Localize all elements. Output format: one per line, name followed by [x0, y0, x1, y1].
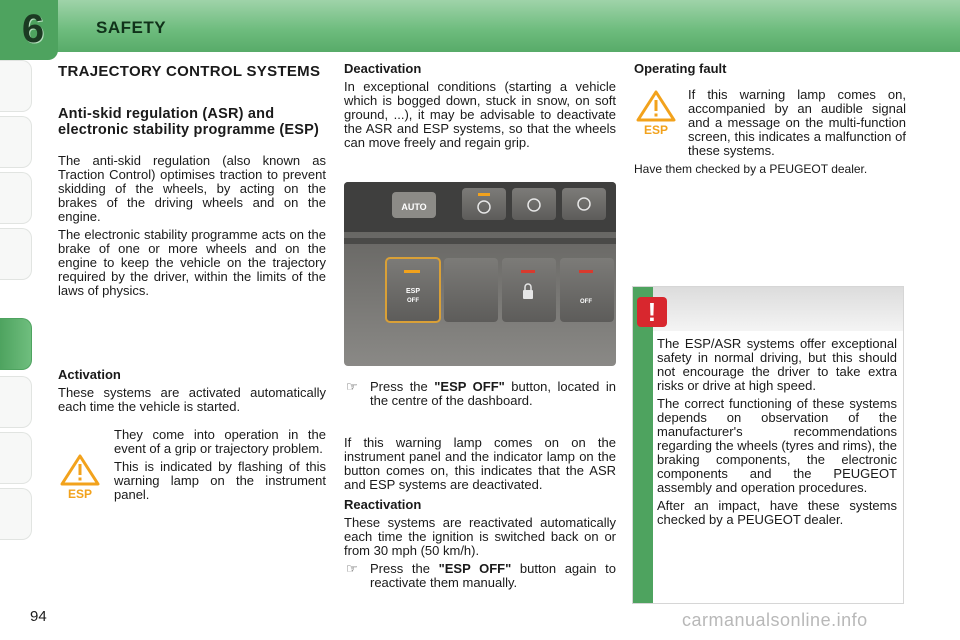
reactivation-heading: Reactivation	[344, 497, 422, 512]
dashboard-photo	[344, 182, 616, 366]
operating-fault-heading: Operating fault	[634, 61, 727, 76]
operating-fault-text: If this warning lamp comes on, accompanied by an audible signal and a message on the multi-function screen, this indicates a malfunction of these systems.	[688, 87, 906, 158]
column-middle	[344, 62, 616, 150]
side-tab-7[interactable]	[0, 376, 32, 428]
svg-text:ESP: ESP	[67, 487, 93, 500]
press-esp-off-again-instruction: ☞ Press the "ESP OFF" button again to reactivate them manually.	[346, 561, 616, 590]
svg-text:OFF: OFF	[580, 299, 592, 305]
side-tab-3[interactable]	[0, 172, 32, 224]
dealer-check-text: Have them checked by a PEUGEOT dealer.	[634, 162, 868, 176]
intro-paragraph-asr: The anti-skid regulation (also known as Traction Control) optimises traction to prevent skidding of the wheels, by acting on the brakes of the driving wheels and on the engine.	[58, 153, 326, 224]
side-tab-8[interactable]	[0, 432, 32, 484]
intro-paragraph-esp: The electronic stability programme acts on the brake of one or more wheels and on the engine to keep the vehicle on the trajectory required by the driver, within the limits of the laws of physics.	[58, 227, 326, 298]
indicator-text: If this warning lamp comes on on the instrument panel and the indicator lamp on the button comes on, this indicates that the ASR and ESP systems are deactivated.	[344, 435, 616, 492]
esp-off-button-label: "ESP OFF"	[438, 561, 512, 576]
side-tab-2[interactable]	[0, 116, 32, 168]
section-title: TRAJECTORY CONTROL SYSTEMS	[58, 63, 321, 80]
side-tab-6-active[interactable]	[0, 318, 32, 370]
svg-text:OFF: OFF	[407, 298, 419, 304]
esp-off-button-label: "ESP OFF"	[434, 379, 505, 394]
deactivation-text: In exceptional conditions (starting a vehicle which is bogged down, stuck in snow, on soft ground, ...), it may be advisable to deactivate the ASR and ESP systems, so that the wheels can move freely and regain grip.	[344, 79, 616, 150]
activation-heading: Activation	[58, 367, 121, 382]
chapter-number: 6	[21, 7, 45, 51]
pointing-hand-icon: ☞	[346, 379, 358, 394]
exclamation-icon: !	[637, 297, 667, 327]
svg-text:ESP: ESP	[643, 123, 669, 136]
chapter-title: SAFETY	[96, 18, 167, 37]
section-subtitle: Anti-skid regulation (ASR) and electronic stability programme (ESP)	[58, 106, 320, 138]
note-paragraph-1: The ESP/ASR systems offer exceptional safety in normal driving, but this should not encourage the driver to take extra risks or drive at high speed.	[657, 336, 897, 393]
safety-note-box	[632, 286, 904, 604]
press-esp-off-instruction: ☞ Press the "ESP OFF" button, located in the centre of the dashboard.	[346, 379, 616, 408]
note-paragraph-3: After an impact, have these systems checked by a PEUGEOT dealer.	[657, 498, 897, 527]
side-tab-9[interactable]	[0, 488, 32, 540]
svg-text:ESP: ESP	[405, 288, 421, 295]
side-tab-1[interactable]	[0, 60, 32, 112]
note-header	[653, 287, 903, 331]
note-paragraph-2: The correct functioning of these systems depends on observation of the manufacturer's recommendations regarding the wheels (tyres and rims), the braking components, the electronic components and the PEUGEOT assembly and operation procedures.	[657, 396, 897, 495]
esp-fault-warning-icon	[636, 90, 676, 136]
deactivation-heading: Deactivation	[344, 61, 422, 76]
activation-warning-text-2: This is indicated by flashing of this warning lamp on the instrument panel.	[114, 459, 326, 502]
esp-warning-icon	[60, 454, 100, 500]
column-middle-lower	[344, 376, 616, 590]
reactivation-text: These systems are reactivated automatically each time the ignition is switched back on or from 30 mph (50 km/h).	[344, 515, 616, 558]
column-left	[58, 62, 326, 502]
svg-text:AUTO: AUTO	[401, 202, 427, 212]
page-number: 94	[30, 608, 47, 625]
note-text	[657, 337, 897, 527]
activation-text: These systems are activated automatically each time the vehicle is started.	[58, 385, 326, 414]
watermark[interactable]: carmanualsonline.info	[682, 610, 868, 630]
pointing-hand-icon: ☞	[346, 561, 358, 576]
side-tab-4[interactable]	[0, 228, 32, 280]
chapter-tab	[0, 0, 58, 60]
activation-warning-text-1: They come into operation in the event of a grip or trajectory problem.	[114, 427, 326, 456]
note-accent-bar	[633, 287, 653, 603]
side-tabs	[0, 60, 34, 580]
